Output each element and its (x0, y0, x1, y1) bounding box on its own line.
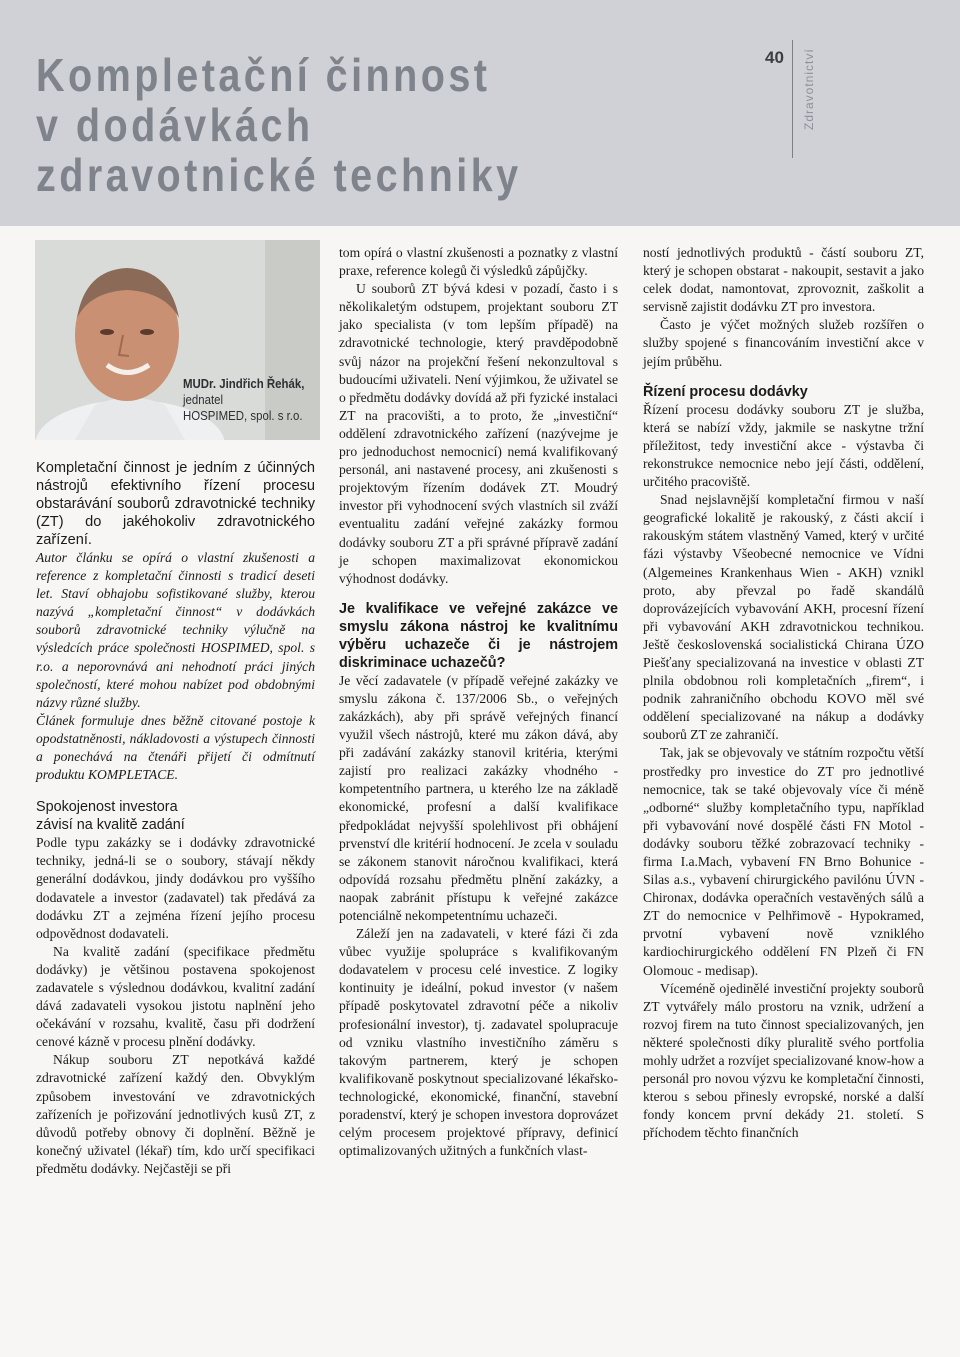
author-company: HOSPIMED, spol. s r.o. (183, 408, 303, 423)
section1-paragraph-2: Na kvalitě zadání (specifikace předmětu dodávky) je většinou postavena spokojenost zadavatele s výslednou dodávkou, kvalitní zadání dává zadavateli vysokou jistotu naplnění jeho očekávání v rozsahu, kvalitě, času při dodržení cenové kázně v procesu plnění dodávky. (36, 943, 315, 1050)
col2-paragraph-3: Je věcí zadavatele (v případě veřejné zakázky ve smyslu zákona č. 137/2006 Sb., o veřejných zakázkách), aby při správě veřejných financí využil všech nástrojů, které mu zákon dává, aby při zadávání zakázky stanovil kritéria, kterými zajistí pro realizaci zakázky vhodného - kompetentního partnera, u kterého lze na základě ekonomické, profesní a další kvalifikace předpokládat nejvyšší spolehlivost při obhájení prvenství dle kritérií hodnocení. Je zcela v souladu se zákonem stanovit náročnou kvalifikaci, která odpovídá rozsahu předmětu plnění zakázky, a naopak zabránit přístupu k veřejné zakázce potenciálně nekompetentnímu uchazeči. (339, 672, 618, 923)
col2-paragraph-2: U souborů ZT bývá kdesi v pozadí, často i s několikaletým odstupem, projektant souboru ZT jako specialista (v tom lepším případě) na zdravotnické technologie, který pravděpodobně svůj názor na projekční řešení nekonzultoval s budoucími uživateli. Není výjimkou, že uživatel se o předmětu dodávky dovídá až při fyzické instalaci ZT na pracovišti, a to proto, že „investiční“ oddělení zdravotnického zařízení (nazývejme je pro jednoduchost nemocnicí) nemá kvalifikovaný personál, ani nastavené procesy, ani zkušenosti s projektovým řízením dodávek ZT. Moudrý investor při vyhodnocení svých vlastních sil zváží eventualitu zadání veřejné zakázky formou dodávky souboru ZT a při správné přípravě zadání je schopen maximalizovat ekonomickou výhodnost dodávky. (339, 281, 618, 586)
section-tag: Zdravotnictví (802, 48, 816, 130)
author-role: jednatel (183, 392, 224, 407)
col3-paragraph-3: Řízení procesu dodávky souboru ZT je služba, která se nabízí vždy, jakmile se naskytne tržní příležitost, tedy investiční akce - výstavba či rekonstrukce nemocnice nebo její části, oddělení, určitého pracoviště. (643, 401, 924, 490)
intro-italic (36, 549, 315, 784)
col3-paragraph-5: Tak, jak se objevovaly ve státním rozpočtu větší prostředky pro investice do ZT pro jednotlivé nemocnice, tak se také objevovaly více či méně „odborné“ služby kompletačního typu, například při vybavování nové dospělé části FN Motol - dodávky souboru těžké zobrazovací techniky - firma I.a.Mach, vybavení FN Brno Bohunice - Silas a.s., vybavení chirurgického pavilónu ÚVN - Chironax, dodávka operačních vestavěných sálů a ZT do nemocnice v Pelhřimově - Hypokramed, prvotní vybavení nově vzniklého kardiochirurgického oddělení FN Plzeň či FN Olomouc - medisap). (643, 745, 924, 978)
column-2 (339, 244, 618, 1160)
column-3 (643, 244, 924, 1143)
header-divider (792, 40, 793, 158)
col2-heading: Je kvalifikace ve veřejné zakázce ve smyslu zákona nástroj ke kvalitnímu výběru uchazeče či je nástrojem diskriminace uchazečů? (339, 600, 618, 671)
lead-paragraph: Kompletační činnost je jedním z účinných nástrojů efektivního řízení procesu obstarávání souborů zdravotnické techniky (ZT) do jakéhokoliv zdravotnického zařízení. (36, 460, 315, 548)
title-line-1: Kompletační činnost (36, 49, 491, 101)
col3-paragraph-2: Často je výčet možných služeb rozšířen o služby spojené s financováním investiční akce v jejím průběhu. (643, 317, 924, 369)
section1-heading-line-1: Spokojenost investora (36, 799, 178, 816)
title-line-2: v dodávkách (36, 99, 314, 151)
title-line-3: zdravotnické techniky (36, 149, 522, 201)
intro-italic-paragraph-1: Autor článku se opírá o vlastní zkušenosti a reference z kompletační činnosti s tradicí deseti let. Staví obhajobu sofistikované služby, kterou nazývá „kompletační činnost“ v dodávkách souborů zdravotnické techniky výlučně na výsledcích práce společnosti HOSPIMED, spol. s r.o. a neporovnává ani nehodnotí práci jiných společností, které mohou nabízet pod obdobnými názvy různé služby. (36, 550, 315, 710)
author-name: MUDr. Jindřich Řehák, (183, 376, 305, 391)
page-number: 40 (765, 48, 784, 67)
col3-heading: Řízení procesu dodávky (643, 383, 808, 400)
col2-paragraph-1: tom opírá o vlastní zkušenosti a poznatky z vlastní praxe, reference kolegů či výsledků zápůjčky. (339, 245, 618, 279)
col3-paragraph-1: ností jednotlivých produktů - částí souboru ZT, který je schopen obstarat - nakoupit, sestavit a jako celek dodat, namontovat, zprovoznit, zaškolit a servisně zajistit dodávku ZT pro investora. (643, 245, 924, 315)
col3-paragraph-4: Snad nejslavnější kompletační firmou v naší geografické lokalitě je rakouský, z části akcií i rakouským státem vlastněný Vamed, který v určité fázi výstavby Všeobecné nemocnice ve Vídni (Algemeines Krankenhaus Wien - AKH) vznikl proto, aby převzal po řadě skandálů doprovázejících vybavování AKH, procesní řízení při vybavování AKH zdravotnickou technikou. Ještě československá socialistická Chirana ÚZO Piešťany specializovaná na investice v oblasti ZT plnila obdobnou roli kompletačních „firem“, i podnik zahraničního obchodu KOVO měl své oddělení specializované na nákup a dodávky souborů ZT ze zahraničí. (643, 492, 924, 743)
article-title (36, 50, 522, 200)
col3-paragraph-6: Víceméně ojedinělé investiční projekty souborů ZT vytvářely málo prostoru na vznik, udržení a rozvoj firem na tuto činnost specializovaných, jen některé společnosti díky pluralitě svého portfolia mohly udržet a rozvíjet specializované know-how a personál pro novou výzvu ke kompletační činnosti, kterou s sebou přinesly evropské, norské a další fondy koncem první dekády 21. století. S příchodem těchto finančních (643, 980, 924, 1141)
section1-paragraph-1: Podle typu zakázky se i dodávky zdravotnické techniky, jedná-li se o soubory, stávají někdy generální dodávkou, jindy dodávkou pro vyššího dodavatele a investor (zadavatel) tak předává za dodávku ZT a zejména řízení jejího procesu odpovědnost dodavateli. (36, 835, 315, 941)
author-caption (183, 376, 321, 424)
col2-paragraph-4: Záleží jen na zadavateli, v které fázi či zda vůbec využije spolupráce s kvalifikovaným dodavatelem v procesu celé investice. Z logiky kontinuity je ideální, pokud investor (v našem případě poskytovatel zdravotní péče a nikoliv profesionální investor), tj. zadavatel spolupracuje od vzniku vlastního investičního záměru s takovým partnerem, který je schopen kvalifikovaně poskytnout specializované lékařsko-technologické, ekonomické, finanční, stavební poradenství, který je schopen investora doprovázet celým procesem projektové přípravy, definicí optimalizovaných užitných a funkčních vlast- (339, 926, 618, 1159)
intro-italic-paragraph-2: Článek formuluje dnes běžně citované postoje k opodstatněnosti, nákladovosti a výstupech činnosti a ponechává na čtenáři přijetí či odmítnutí produktu KOMPLETACE. (36, 712, 315, 783)
section1-paragraph-3: Nákup souboru ZT nepotkává každé zdravotnické zařízení každý den. Obvyklým způsobem investování ve zdravotnických zařízeních je pořizování jednotlivých kusů ZT, z důvodů potřeby obnovy či doplnění. Běžně je konečný uživatel (lékař) tím, kdo určí specifikaci předmětu dodávky. Nejčastěji se při (36, 1052, 315, 1176)
section1-heading-line-2: závisí na kvalitě zadání (36, 817, 185, 834)
column-1 (36, 459, 315, 1178)
